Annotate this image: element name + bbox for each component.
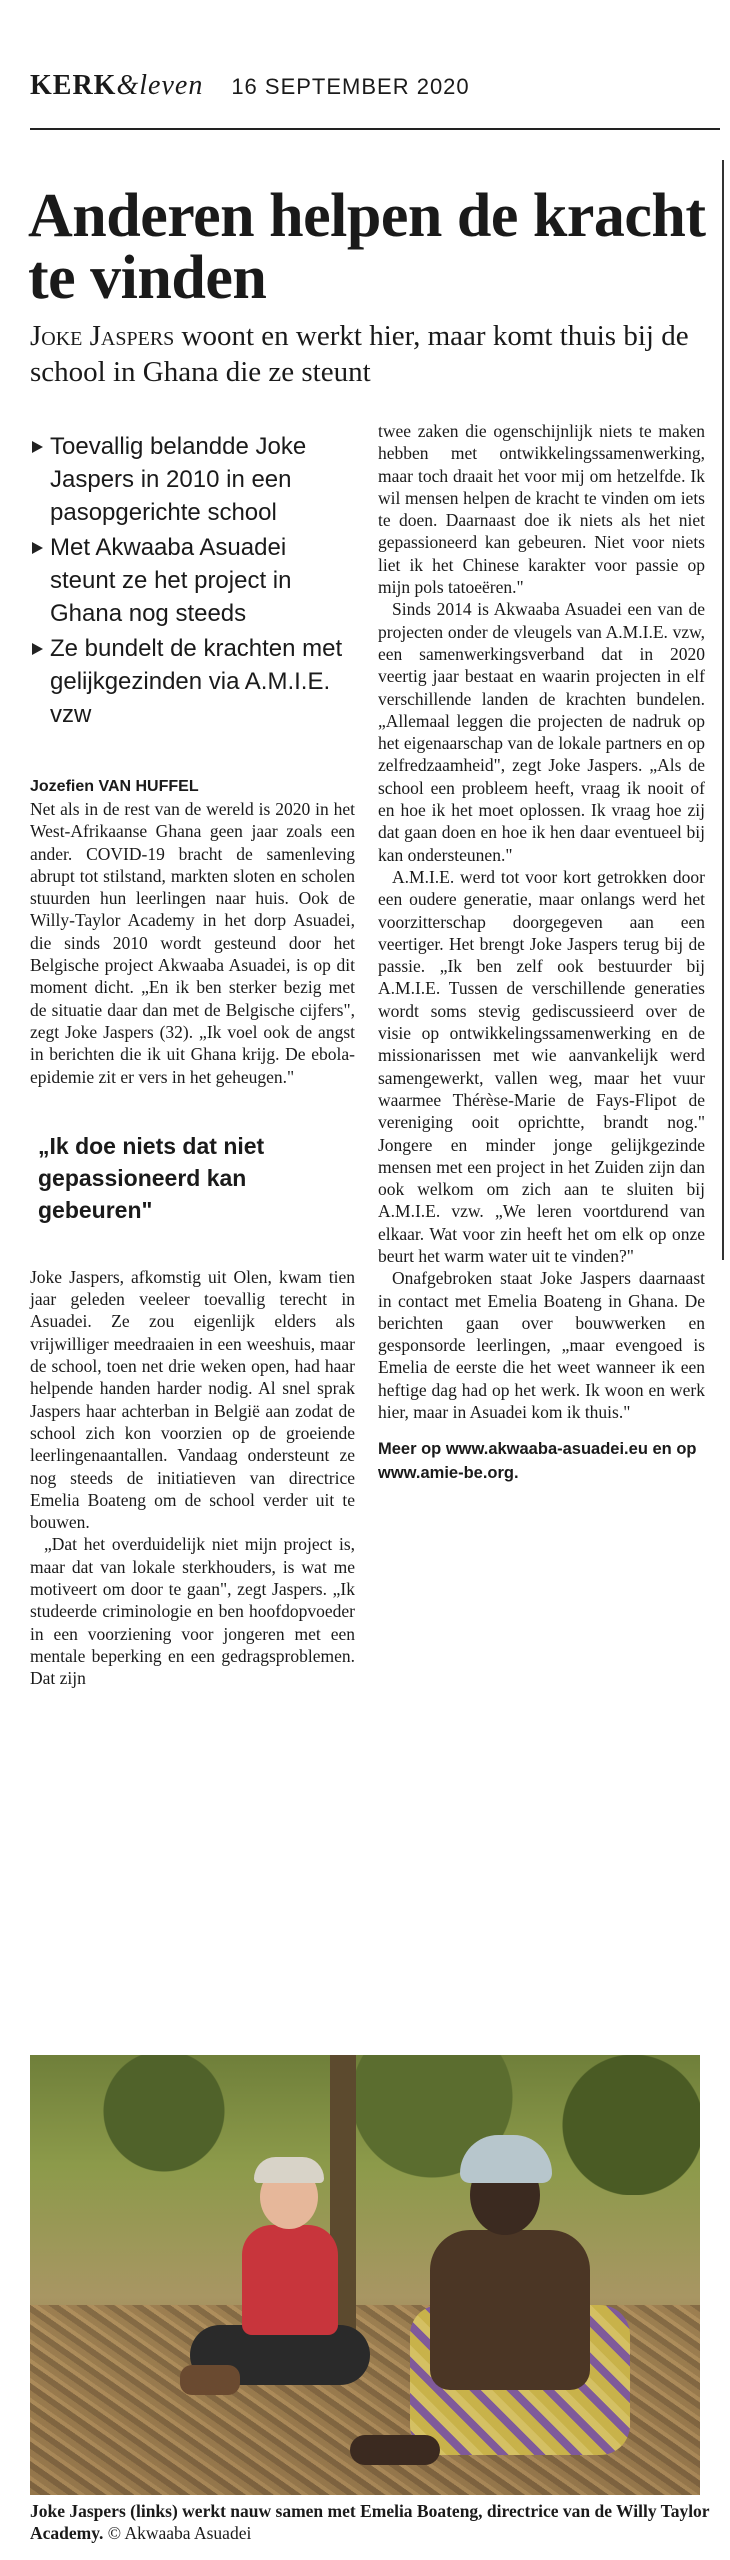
caption-text: Joke Jaspers (links) werkt nauw samen met Emelia Boateng, directrice van de Willy Taylor Academy.: [30, 2501, 710, 2543]
paragraph: Joke Jaspers, afkomstig uit Olen, kwam tien jaar geleden veeleer toevallig terecht in Asuadei. Ze zou eigenlijk elders als vrijwilliger meedraaien in een weeshuis, maar de school, toen net drie weken open, had haar helpende handen harder nodig. Al snel sprak Jaspers haar achterban in België aan zodat de school zich kon voorzien op de groeiende leerlingenaantallen. Vandaag ondersteunt ze nog steeds de initiatieven van directrice Emelia Boateng om de school verder uit te bouwen.: [30, 1266, 355, 1533]
author-byline: Jozefien VAN HUFFEL: [30, 778, 199, 795]
photo-person-right-foot: [350, 2435, 440, 2465]
masthead: [30, 70, 720, 114]
photo-caption: [30, 2500, 720, 2544]
body-text-right: [378, 420, 705, 1423]
paragraph: Onafgebroken staat Joke Jaspers daarnaast in contact met Emelia Boateng in Ghana. De berichten gaan over bouwwerken en gesponsorde leerlingen, „maar evengoed is Emelia de eerste die het weet wanneer ik een heftige dag had op het werk. Ik woon en werk hier, maar in Asuadei kom ik thuis.": [378, 1268, 705, 1423]
summary-bullet: Toevallig belandde Joke Jaspers in 2010 in een pasopgerichte school: [30, 430, 355, 529]
paragraph: A.M.I.E. werd tot voor kort getrokken door een oudere generatie, maar onlangs werd het voorzitterschap doorgegeven aan een veertiger. Het brengt Joke Jaspers terug bij de passie. „Ik ben zelf ook bestuurder bij A.M.I.E. Tussen de verschillende generaties wordt soms stevig gediscussieerd over de visie op ontwikkelingssamenwerking en de missionarissen met wie aanvankelijk werd samengewerkt, vallen weg, maar het vuur waarmee Thérèse-Marie de Fays-Flipot de vereniging ooit oprichtte, brandt nog." Jongere en minder jonge gelijkgezinde mensen met een project in het Zuiden zijn dan ook welkom om zich aan te sluiten bij A.M.I.E. vzw. „We leren voortdurend van elkaar. Wat voor zin heeft het om elk op onze beurt het warm water uit te vinden?": [378, 866, 705, 1266]
subhead-text: woont en werkt hier, maar komt thuis bij de school in Ghana die ze steunt: [30, 320, 689, 388]
brand-kerk: KERK: [30, 70, 117, 101]
paragraph: „Dat het overduidelijk niet mijn project is, maar dat van lokale sterkhouders, is wat me motiveert om door te gaan", zegt Jaspers. „Ik studeerde criminologie en ben hoofdopvoeder in een voorziening voor jongeren met een mentale beperking en een gedragsproblemen. Dat zijn: [30, 1534, 355, 1689]
summary-bullet: Met Akwaaba Asuadei steunt ze het project in Ghana nog steeds: [30, 531, 355, 630]
photo-credit: © Akwaaba Asuadei: [103, 2523, 252, 2543]
photo-person-right-body: [430, 2230, 590, 2390]
photo-person-right-headwrap: [460, 2135, 552, 2183]
article-subhead: [30, 318, 720, 390]
article-photo: [30, 2055, 700, 2495]
body-text-left: [30, 798, 355, 1088]
brand-ampersand: &: [116, 70, 140, 101]
body-text-left-2: [30, 1266, 355, 1690]
summary-bullet: Ze bundelt de krachten met gelijkgezinden via A.M.I.E. vzw: [30, 632, 355, 731]
photo-person-left-shirt: [242, 2225, 338, 2335]
photo-person-left-shoe: [180, 2365, 240, 2395]
photo-person-left: [190, 2165, 380, 2465]
masthead-divider: [30, 128, 720, 130]
photo-person-right: [390, 2135, 640, 2475]
brand-leven: leven: [139, 70, 204, 101]
more-info-links: Meer op www.akwaaba-asuadei.eu en op www.amie-be.org.: [378, 1440, 697, 1483]
summary-bullets: [30, 430, 355, 731]
right-column: [378, 420, 705, 1485]
paragraph: twee zaken die ogenschijnlijk niets te maken hebben met ontwikkelingssamenwerking, maar toch draait het voor mij om hetzelfde. Ik wil mensen helpen de kracht te vinden om iets te doen. Daarnaast doe ik niets als het niet gepassioneerd kan gebeuren. Niet voor niets liet ik het Chinese karakter voor passie op mijn pols tatoeëren.": [378, 421, 705, 598]
left-column: [30, 430, 355, 1690]
masthead-date: 16 SEPTEMBER 2020: [231, 74, 470, 99]
pull-quote: „Ik doe niets dat niet gepassioneerd kan gebeuren": [38, 1132, 265, 1223]
paragraph: Sinds 2014 is Akwaaba Asuadei een van de projecten onder de vleugels van A.M.I.E. vzw, een samenwerkingsverband dat in 2020 veertig jaar bestaat en waarin projecten in elf verschillende landen de krachten bundelen. „Allemaal leggen die projecten de nadruk op het eigenaarschap van de lokale partners en op zelfredzaamheid", zegt Joke Jaspers. „Als de school een probleem heeft, vraag ik nooit of en hoe ik het moet oplossen. Ik vraag hoe zij dat gaan doen en hoe ik hen daar eventueel bij kan ondersteunen.": [378, 599, 705, 865]
column-edge-rule: [722, 160, 724, 1260]
photo-person-left-cap: [254, 2157, 324, 2183]
subhead-name: Joke Jaspers: [30, 320, 175, 352]
paragraph: Net als in de rest van de wereld is 2020 in het West-Afrikaanse Ghana geen jaar zoals een ander. COVID-19 bracht de samenleving abrupt tot stilstand, markten sloten en scholen stuurden hun leerlingen naar huis. Ook de Willy-Taylor Academy in het dorp Asuadei, die sinds 2010 wordt gesteund door het Belgische project Akwaaba Asuadei, is op dit moment dicht. „En ik ben sterker bezig met de situatie daar dan met de Belgische cijfers", zegt Joke Jaspers (32). „Ik voel ook de angst in berichten die ik uit Ghana krijg. De ebola-epidemie zit er vers in het geheugen.": [30, 799, 355, 1087]
article-headline: Anderen helpen de kracht te vinden: [28, 182, 706, 312]
masthead-brand: [30, 70, 203, 102]
